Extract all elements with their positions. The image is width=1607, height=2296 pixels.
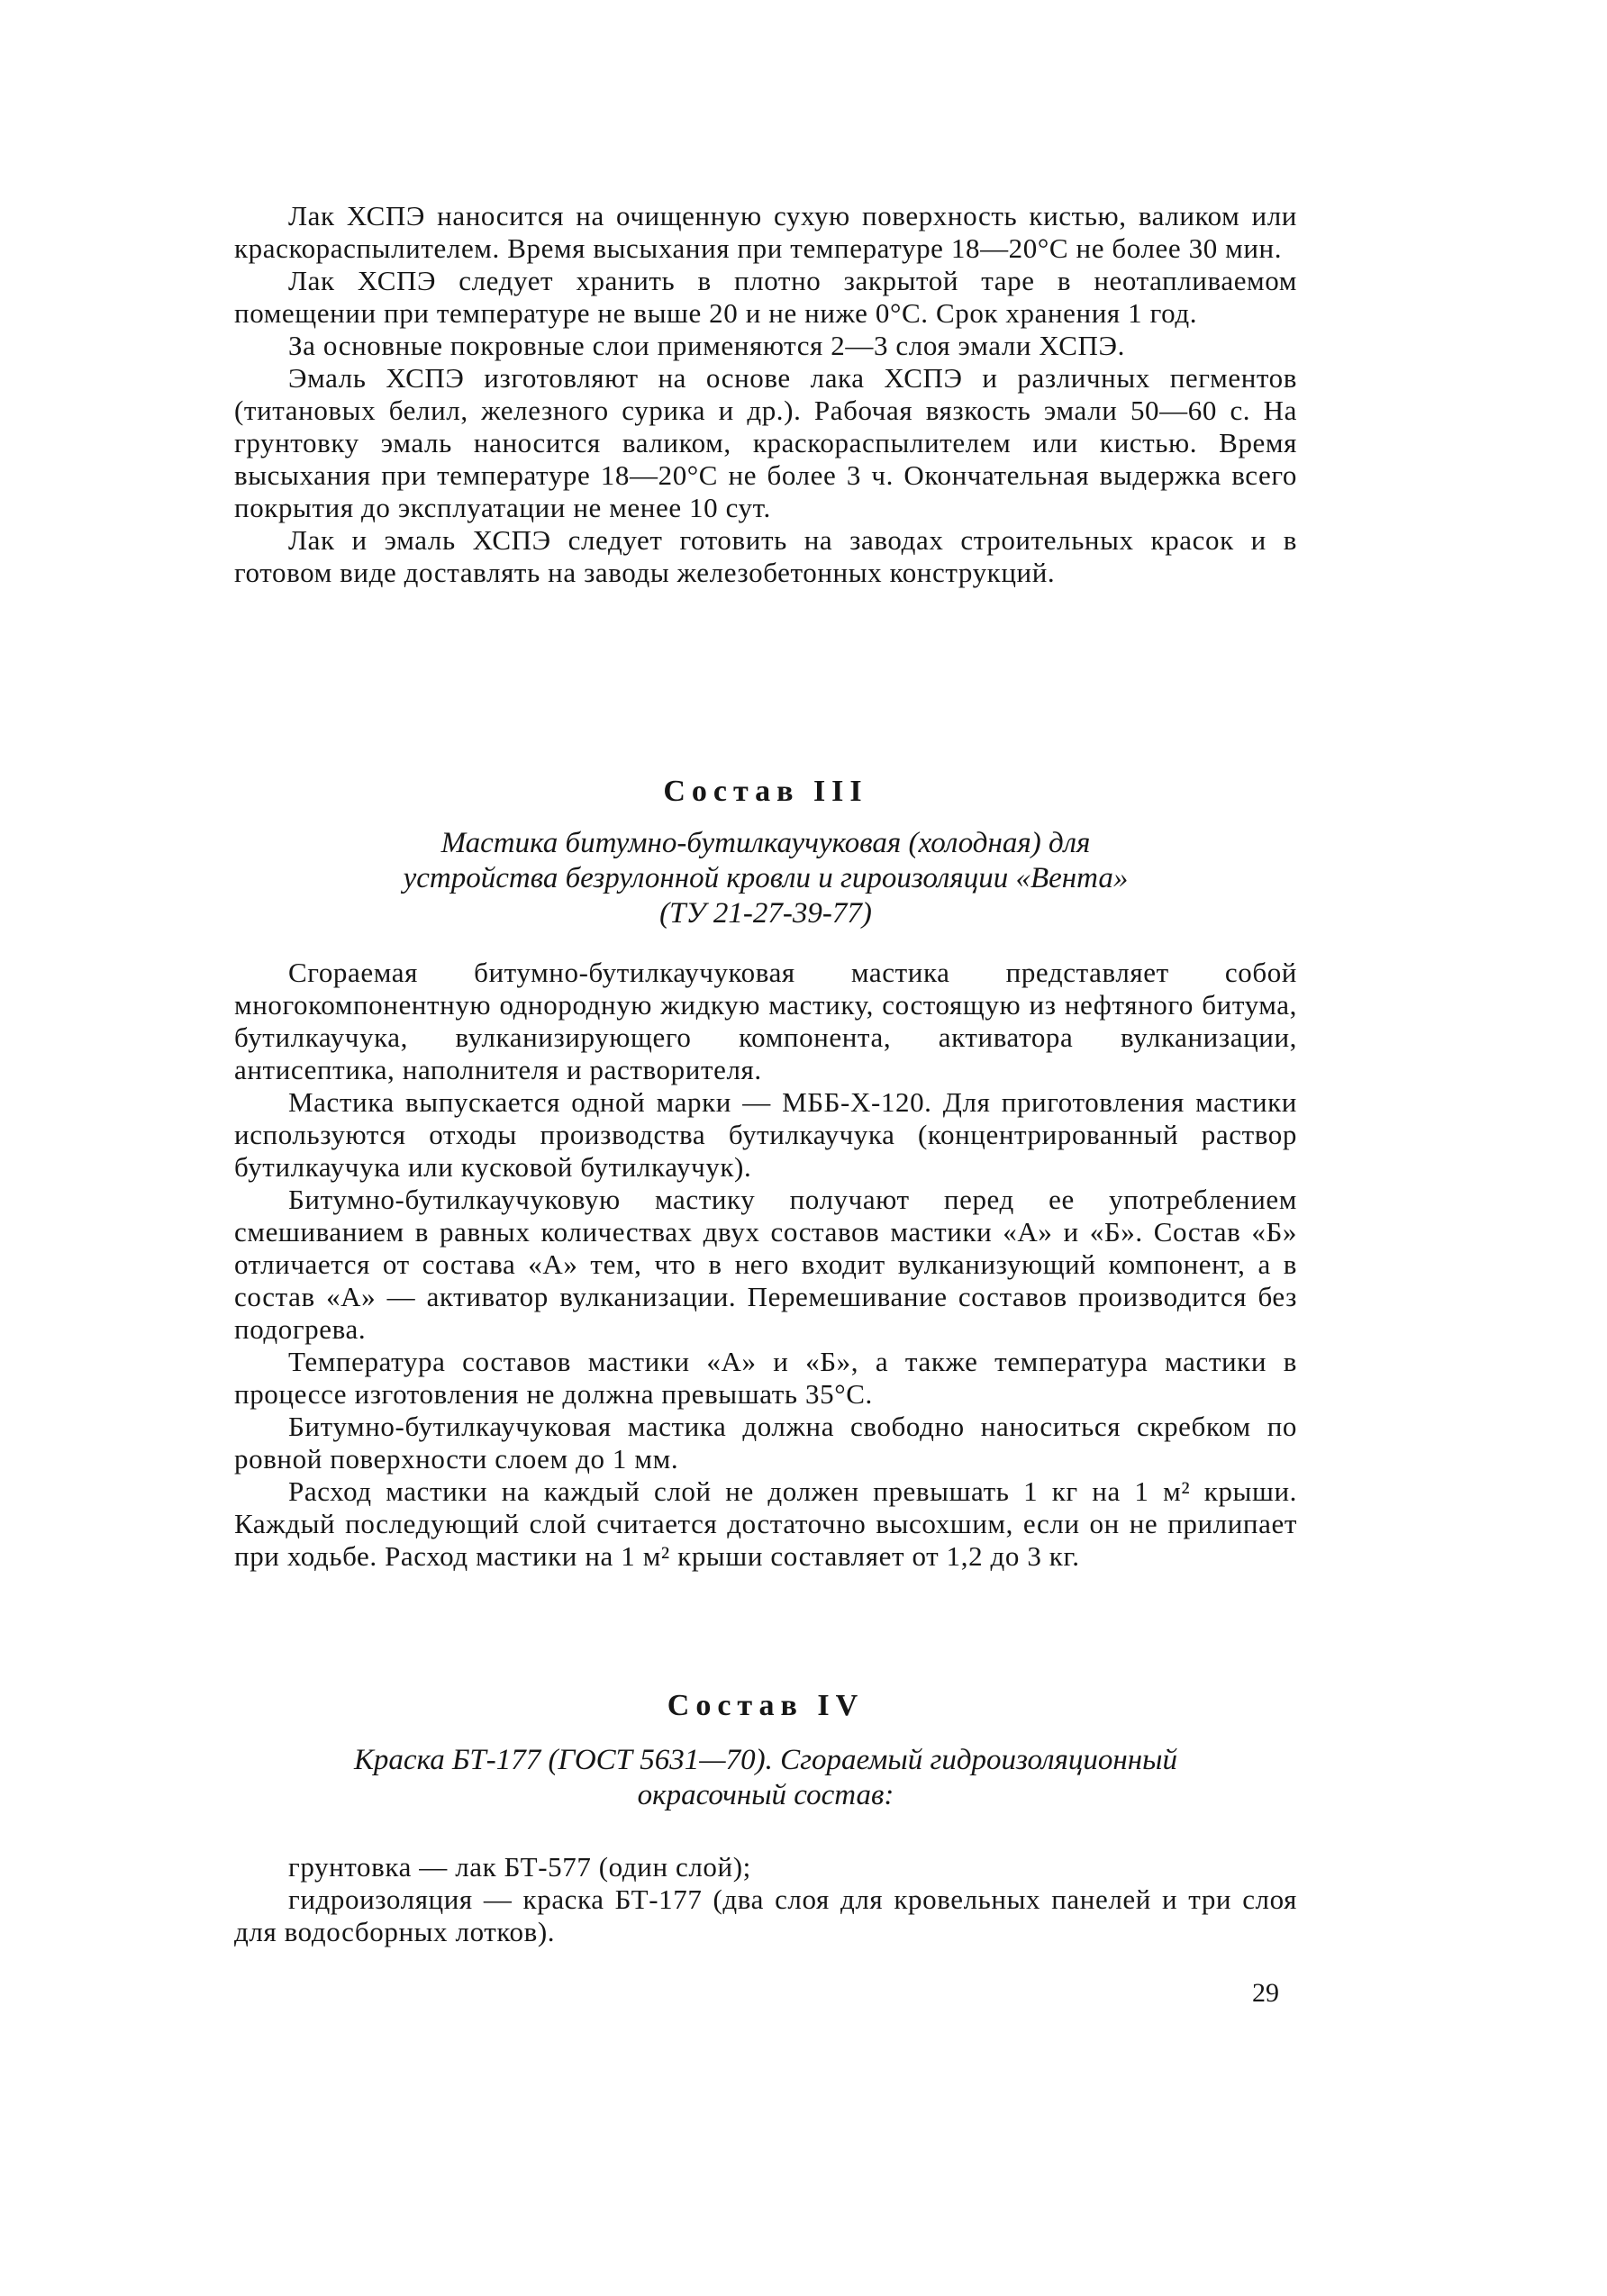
paragraph: Температура составов мастики «А» и «Б», а также температура мастики в процессе изготовления не должна превышать 35°С. [234, 1346, 1297, 1410]
paragraph: Расход мастики на каждый слой не должен превышать 1 кг на 1 м² крыши. Каждый последующий слой считается достаточно высохшим, если он не прилипает при ходьбе. Расход мастики на 1 м² крыши составляет от 1,2 до 3 кг. [234, 1475, 1297, 1572]
paragraph: Лак и эмаль ХСПЭ следует готовить на заводах строительных красок и в готовом виде доставлять на заводы железобетонных конструкций. [234, 524, 1297, 588]
paragraph: Мастика выпускается одной марки — МББ-Х-120. Для приготовления мастики используются отходы производства бутилкаучука (концентрированный раствор бутилкаучука или кусковой бутилкаучук). [234, 1086, 1297, 1183]
section-3-subtitle [270, 826, 1261, 931]
paragraph: За основные покровные слои применяются 2—3 слоя эмали ХСПЭ. [288, 330, 1125, 361]
subtitle-line: (ТУ 21-27-39-77) [659, 897, 872, 930]
subtitle-line: Краска БТ-177 (ГОСТ 5631—70). Сгораемый гидроизоляционный [354, 1744, 1177, 1776]
paragraph: Эмаль ХСПЭ изготовляют на основе лака ХСПЭ и различных пегментов (титановых белил, железного сурика и др.). Рабочая вязкость эмали 50—60 с. На грунтовку эмаль наносится валиком, краскораспылителем или кистью. Время высыхания при температуре 18—20°С не более 3 ч. Окончательная выдержка всего покрытия до эксплуатации не менее 10 сут. [234, 362, 1297, 523]
list-item: грунтовка — лак БТ-577 (один слой); [288, 1851, 751, 1883]
section-4-text [234, 1851, 1297, 1948]
paragraph: Лак ХСПЭ следует хранить в плотно закрытой таре в неотапливаемом помещении при температуре не выше 20 и не ниже 0°С. Срок хранения 1 год. [234, 265, 1297, 329]
list-item: гидроизоляция — краска БТ-177 (два слоя для кровельных панелей и три слоя для водосборных лотков). [234, 1883, 1297, 1947]
section-4-heading: Состав IV [667, 1689, 865, 1722]
subtitle-line: устройства безрулонной кровли и гироизоляции «Вента» [403, 862, 1129, 894]
paragraph: Битумно-бутилкаучуковая мастика должна свободно наноситься скребком по ровной поверхности слоем до 1 мм. [234, 1411, 1297, 1475]
top-text-block [234, 200, 1297, 589]
section-3-heading: Состав III [663, 775, 868, 808]
section-3-text [234, 957, 1297, 1573]
subtitle-line: окрасочный состав: [637, 1779, 894, 1811]
paragraph: Лак ХСПЭ наносится на очищенную сухую поверхность кистью, валиком или краскораспылителем. Время высыхания при температуре 18—20°С не более 30 мин. [234, 200, 1297, 264]
subtitle-line: Мастика битумно-бутилкаучуковая (холодная) для [440, 827, 1091, 859]
section-4-subtitle [270, 1743, 1261, 1813]
paragraph: Битумно-бутилкаучуковую мастику получают перед ее употреблением смешиванием в равных количествах двух составов мастики «А» и «Б». Состав «Б» отличается от состава «А» тем, что в него входит вулканизующий компонент, а в состав «А» — активатор вулканизации. Перемешивание составов производится без подогрева. [234, 1184, 1297, 1345]
page-number: 29 [1252, 1978, 1279, 2008]
paragraph: Сгораемая битумно-бутилкаучуковая мастика представляет собой многокомпонентную однородную жидкую мастику, состоящую из нефтяного битума, бутилкаучука, вулканизирующего компонента, активатора вулканизации, антисептика, наполнителя и растворителя. [234, 957, 1297, 1085]
